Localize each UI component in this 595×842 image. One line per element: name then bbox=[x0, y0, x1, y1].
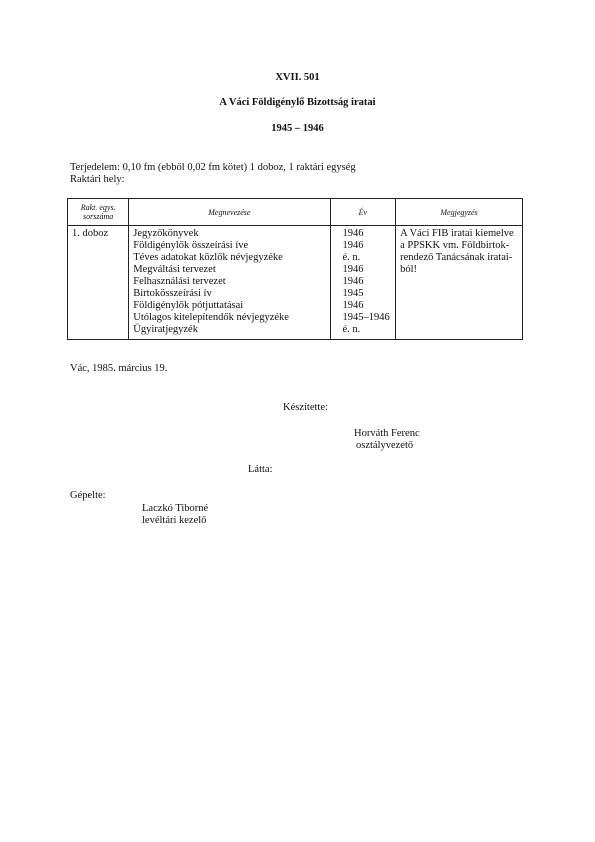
item-name: Földigénylők pótjuttatásai bbox=[133, 300, 244, 311]
header-unit-number: Rakt. egys. sorszáma bbox=[68, 199, 129, 226]
item-name: Téves adatokat közlők névjegyzéke bbox=[133, 252, 283, 263]
fond-years: 1945 – 1946 bbox=[271, 123, 324, 134]
item-year: 1946 bbox=[342, 300, 364, 311]
item-year: é. n. bbox=[342, 252, 361, 263]
inventory-table bbox=[67, 198, 523, 340]
seen-label: Látta: bbox=[248, 464, 273, 475]
item-year: 1946 bbox=[342, 228, 364, 239]
note-line: rendező Tanácsának iratai- bbox=[400, 252, 513, 263]
item-name: Jegyzőkönyvek bbox=[133, 228, 199, 239]
unit-cell bbox=[68, 226, 129, 340]
extent-text: Terjedelem: 0,10 fm (ebből 0,02 fm kötet) 1 doboz, 1 raktári egység bbox=[70, 162, 356, 173]
unit-label: 1. doboz bbox=[72, 228, 109, 239]
preparer-name: Horváth Ferenc bbox=[354, 428, 420, 439]
item-name: Felhasználási tervezet bbox=[133, 276, 226, 287]
item-name: Birtokösszeírási ív bbox=[133, 288, 212, 299]
item-year: 1946 bbox=[342, 240, 364, 251]
note-line: ból! bbox=[400, 264, 418, 275]
prepared-label: Készítette: bbox=[283, 402, 328, 413]
item-name: Ügyiratjegyzék bbox=[133, 324, 198, 335]
typist-role: levéltári kezelő bbox=[142, 515, 207, 526]
names-cell bbox=[129, 226, 330, 340]
location-label: Raktári hely: bbox=[70, 174, 125, 185]
typed-label: Gépelte: bbox=[70, 490, 106, 501]
item-name: Földigénylők összeírási íve bbox=[133, 240, 249, 251]
table-row bbox=[68, 226, 523, 340]
typist-name: Laczkó Tiborné bbox=[142, 503, 209, 514]
date-place: Vác, 1985. március 19. bbox=[70, 363, 168, 374]
years-cell bbox=[330, 226, 396, 340]
header-name: Megnevezése bbox=[129, 199, 330, 226]
note-line: A Váci FIB iratai kiemelve bbox=[400, 228, 514, 239]
item-name: Utólagos kitelepítendők névjegyzéke bbox=[133, 312, 289, 323]
header-note: Megjegyzés bbox=[396, 199, 523, 226]
preparer-role: osztályvezető bbox=[356, 440, 414, 451]
fond-title: A Váci Földigénylő Bizottság iratai bbox=[219, 97, 376, 108]
item-year: é. n. bbox=[342, 324, 361, 335]
note-line: a PPSKK vm. Földbirtok- bbox=[400, 240, 510, 251]
item-name: Megváltási tervezet bbox=[133, 264, 216, 275]
item-year: 1946 bbox=[342, 264, 364, 275]
fond-code: XVII. 501 bbox=[275, 72, 320, 83]
item-year: 1946 bbox=[342, 276, 364, 287]
item-year: 1945 bbox=[342, 288, 364, 299]
header-year: Év bbox=[330, 199, 396, 226]
table-header-row bbox=[68, 199, 523, 226]
item-year: 1945–1946 bbox=[342, 312, 390, 323]
note-cell bbox=[396, 226, 523, 340]
